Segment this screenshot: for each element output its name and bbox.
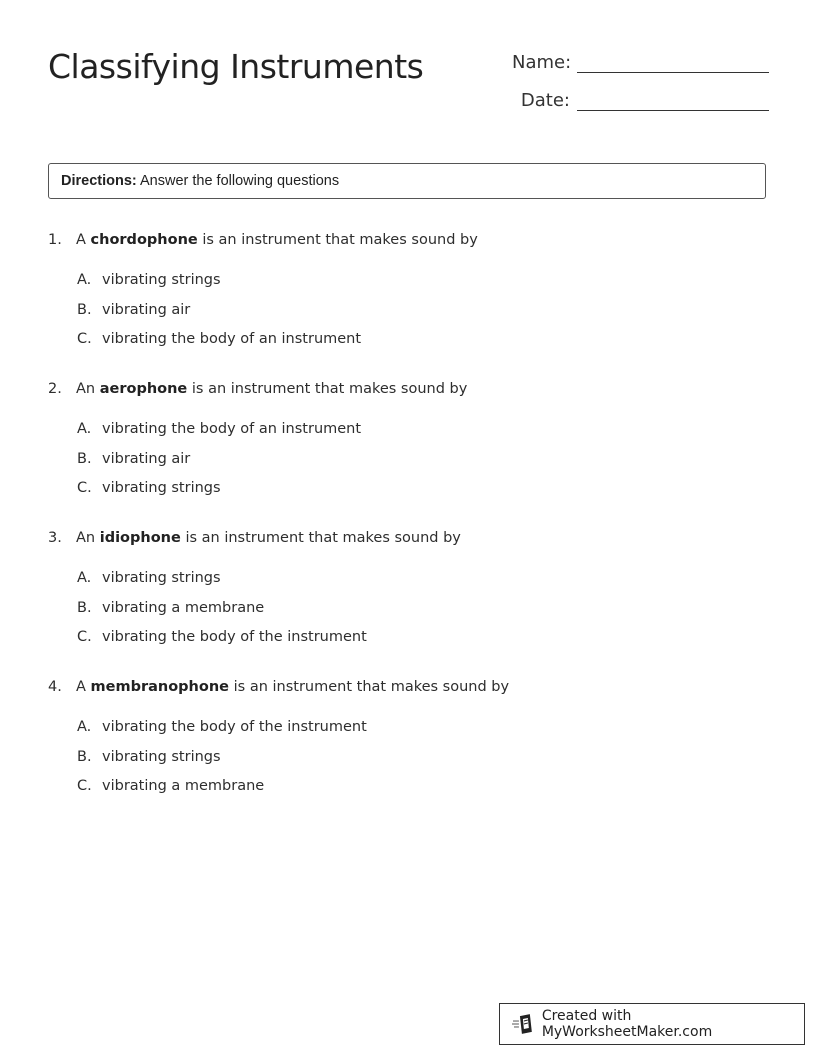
option-4c <box>77 778 264 794</box>
option-3b <box>77 600 264 616</box>
option-text: vibrating strings <box>102 272 221 288</box>
option-letter: B. <box>77 451 92 467</box>
option-letter: A. <box>77 719 92 735</box>
stem-prefix: An <box>76 381 96 397</box>
directions-text: Answer the following questions <box>139 173 340 189</box>
option-1c <box>77 331 361 347</box>
date-label: Date: <box>520 90 570 111</box>
question-number: 3. <box>48 530 62 546</box>
option-3c <box>77 629 367 645</box>
option-2b <box>77 451 190 467</box>
date-field <box>512 90 769 111</box>
option-letter: C. <box>77 629 92 645</box>
question-number: 1. <box>48 232 62 248</box>
option-1b <box>77 302 190 318</box>
name-line[interactable] <box>577 52 769 73</box>
option-text: vibrating the body of an instrument <box>102 331 362 347</box>
option-2c <box>77 480 221 496</box>
option-text: vibrating strings <box>102 480 221 496</box>
question-number: 2. <box>48 381 62 397</box>
stem-prefix: A <box>76 232 86 248</box>
date-line[interactable] <box>577 90 769 111</box>
option-text: vibrating the body of the instrument <box>102 629 367 645</box>
option-4a <box>77 719 367 735</box>
question-stem <box>76 679 509 695</box>
name-label: Name: <box>512 52 572 73</box>
option-3a <box>77 570 221 586</box>
option-letter: A. <box>77 570 92 586</box>
question-stem <box>76 232 478 248</box>
option-text: vibrating a membrane <box>102 778 265 794</box>
worksheet-logo-icon <box>512 1013 534 1035</box>
name-field <box>512 52 769 73</box>
option-text: vibrating a membrane <box>102 600 265 616</box>
option-letter: C. <box>77 778 92 794</box>
directions-box <box>48 163 766 199</box>
option-text: vibrating the body of the instrument <box>102 719 367 735</box>
footer-badge[interactable] <box>499 1003 805 1045</box>
option-letter: B. <box>77 749 92 765</box>
option-letter: A. <box>77 272 92 288</box>
page-title: Classifying Instruments <box>48 47 424 86</box>
directions-label: Directions: <box>61 173 137 189</box>
option-text: vibrating the body of an instrument <box>102 421 362 437</box>
stem-suffix: is an instrument that makes sound by <box>202 232 478 248</box>
question-stem <box>76 381 467 397</box>
option-letter: B. <box>77 302 92 318</box>
option-text: vibrating strings <box>102 749 221 765</box>
option-letter: C. <box>77 480 92 496</box>
option-letter: A. <box>77 421 92 437</box>
option-letter: B. <box>77 600 92 616</box>
option-text: vibrating air <box>102 451 191 467</box>
stem-suffix: is an instrument that makes sound by <box>233 679 510 695</box>
stem-suffix: is an instrument that makes sound by <box>191 381 468 397</box>
option-4b <box>77 749 221 765</box>
stem-prefix: An <box>76 530 96 546</box>
question-stem <box>76 530 461 546</box>
stem-term: idiophone <box>99 530 181 546</box>
stem-term: aerophone <box>99 381 188 397</box>
option-text: vibrating air <box>102 302 191 318</box>
question-number: 4. <box>48 679 62 695</box>
stem-suffix: is an instrument that makes sound by <box>185 530 461 546</box>
option-1a <box>77 272 221 288</box>
stem-prefix: A <box>76 679 86 695</box>
option-2a <box>77 421 361 437</box>
option-letter: C. <box>77 331 92 347</box>
stem-term: membranophone <box>90 679 230 695</box>
option-text: vibrating strings <box>102 570 221 586</box>
stem-term: chordophone <box>90 232 198 248</box>
footer-text: Created with MyWorksheetMaker.com <box>541 1008 713 1040</box>
